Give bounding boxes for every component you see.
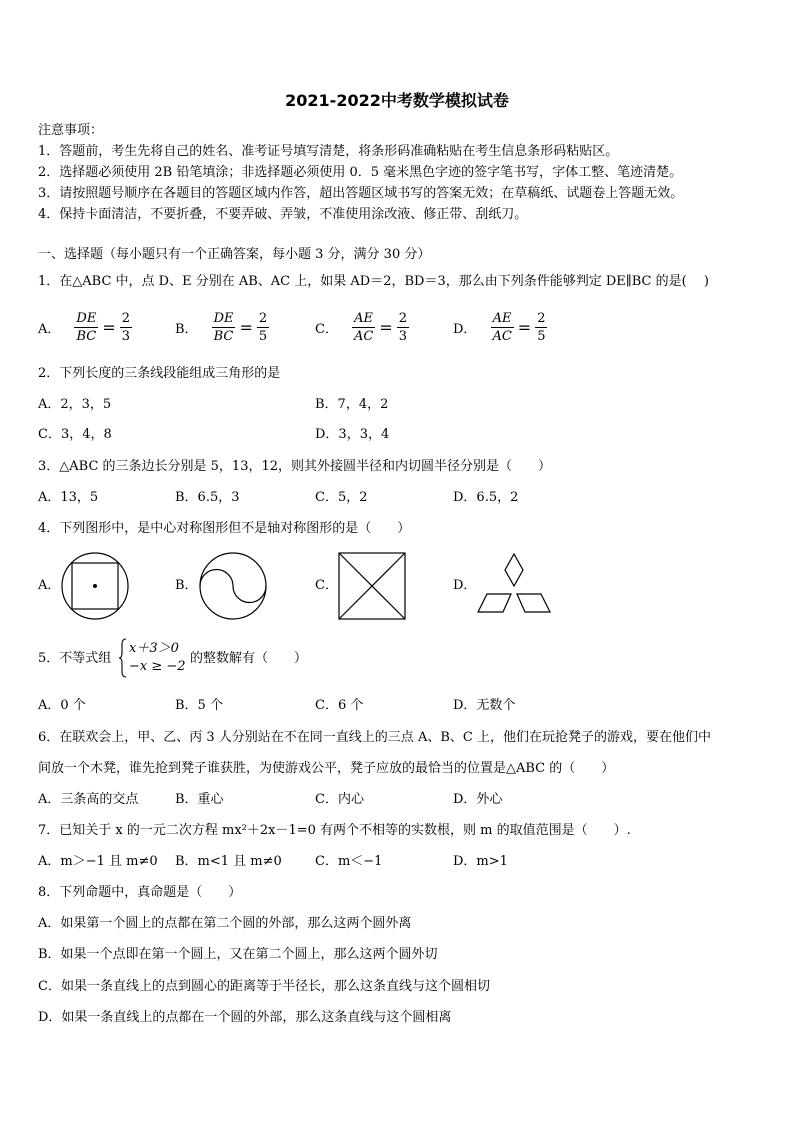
q4-figure-b-yin-yang-icon (198, 551, 270, 621)
q4-stem: 4．下列图形中，是中心对称图形但不是轴对称图形的是（ ） (38, 521, 411, 536)
q5-option-b: B．5 个 (175, 698, 223, 713)
notice-item-3: 3．请按照题号顺序在各题目的答题区域内作答，超出答题区域书写的答案无效；在草稿纸、试题卷上答题无效。 (38, 186, 684, 201)
q8-stem: 8．下列命题中，真命题是（ ） (38, 885, 242, 900)
q3-option-c: C．5，2 (315, 490, 368, 505)
notice-heading: 注意事项： (38, 123, 104, 138)
q7-option-c: C．m＜−1 (315, 854, 383, 869)
q2-option-c: C．3，4，8 (38, 427, 112, 442)
q6-stem-line-1: 6．在联欢会上，甲、乙、丙 3 人分别站在不在同一直线上的三点 A、B、C 上，他们在玩抢凳子的游戏，要在他们中 (38, 730, 711, 745)
q4-figure-a-circle-square-icon (60, 551, 132, 621)
q2-option-d: D．3，3，4 (315, 427, 390, 442)
q2-option-b: B．7，4，2 (315, 397, 389, 412)
notice-item-2: 2．选择题必须使用 2B 铅笔填涂；非选择题必须使用 0．5 毫米黑色字迹的签字笔书写，字体工整、笔迹清楚。 (38, 165, 683, 180)
page-title: 2021-2022中考数学模拟试卷 (285, 91, 509, 110)
q5-inequality-system (118, 638, 186, 678)
notice-item-1: 1．答题前，考生先将自己的姓名、准考证号填写清楚，将条形码准确粘贴在考生信息条形码粘贴区。 (38, 144, 619, 159)
q4-label-c: C． (315, 578, 338, 593)
q3-option-a: A．13，5 (38, 490, 99, 505)
q5-inequality-1: x＋3＞0 (129, 641, 179, 656)
q7-option-d: D．m>1 (453, 854, 508, 869)
q1-option-d: D． $\frac{AE}{AC}$ = $\frac{2}{5}$ (453, 310, 546, 344)
q1-option-a: A． $\frac{DE}{BC}$ = $\frac{2}{3}$ (38, 310, 130, 344)
q4-label-d: D． (453, 578, 477, 593)
q1-stem: 1．在△ABC 中，点 D、E 分别在 AB、AC 上，如果 AD＝2，BD＝3，那么由下列条件能够判定 DE∥BC 的是( ) (38, 274, 709, 289)
q5-suffix: 的整数解有（ ） (190, 651, 308, 666)
q5-option-c: C．6 个 (315, 698, 364, 713)
q6-stem-line-2: 间放一个木凳，谁先抢到凳子谁获胜，为使游戏公平，凳子应放的最恰当的位置是△ABC 的（ ） (38, 761, 615, 776)
q6-option-b: B．重心 (175, 792, 224, 807)
q2-option-a: A．2，3，5 (38, 397, 112, 412)
q1-option-c: C． $\frac{AE}{AC}$ = $\frac{2}{3}$ (315, 310, 407, 344)
q8-option-d: D．如果一条直线上的点都在一个圆的外部，那么这条直线与这个圆相离 (38, 1010, 452, 1025)
q8-option-b: B．如果一个点即在第一个圆上，又在第二个圆上，那么这两个圆外切 (38, 947, 438, 962)
q5-inequality-2: −x ≥ −2 (129, 659, 186, 674)
q3-option-b: B．6.5，3 (175, 490, 240, 505)
q2-stem: 2．下列长度的三条线段能组成三角形的是 (38, 366, 281, 381)
q3-option-d: D．6.5，2 (453, 490, 519, 505)
q8-option-c: C．如果一条直线上的点到圆心的距离等于半径长，那么这条直线与这个圆相切 (38, 979, 490, 994)
q7-option-b: B．m<1 且 m≠0 (175, 854, 282, 869)
q5-option-d: D．无数个 (453, 698, 516, 713)
q4-figure-d-three-rhombus-icon (476, 553, 552, 615)
q4-figure-c-square-diagonals-icon (337, 551, 409, 621)
q6-option-d: D．外心 (453, 792, 503, 807)
q3-stem: 3．△ABC 的三条边长分别是 5，13，12，则其外接圆半径和内切圆半径分别是（ ） (38, 459, 552, 474)
q1-option-b: B． $\frac{DE}{BC}$ = $\frac{2}{5}$ (175, 310, 268, 344)
q6-option-a: A．三条高的交点 (38, 792, 139, 807)
q6-option-c: C．内心 (315, 792, 364, 807)
q7-stem: 7．已知关于 x 的一元二次方程 mx²＋2x－1=0 有两个不相等的实数根，则 m 的取值范围是（ ）. (38, 823, 631, 838)
q5-prefix: 5．不等式组 (38, 651, 112, 666)
q7-option-a: A．m＞−1 且 m≠0 (38, 854, 158, 869)
left-brace-icon (118, 638, 128, 678)
section-heading: 一、选择题（每小题只有一个正确答案，每小题 3 分，满分 30 分） (38, 247, 431, 262)
q4-label-b: B． (175, 578, 198, 593)
q8-option-a: A．如果第一个圆上的点都在第二个圆的外部，那么这两个圆外离 (38, 916, 412, 931)
notice-item-4: 4．保持卡面清洁，不要折叠，不要弄破、弄皱，不准使用涂改液、修正带、刮纸刀。 (38, 207, 528, 222)
q5-option-a: A．0 个 (38, 698, 86, 713)
q4-label-a: A． (38, 578, 61, 593)
